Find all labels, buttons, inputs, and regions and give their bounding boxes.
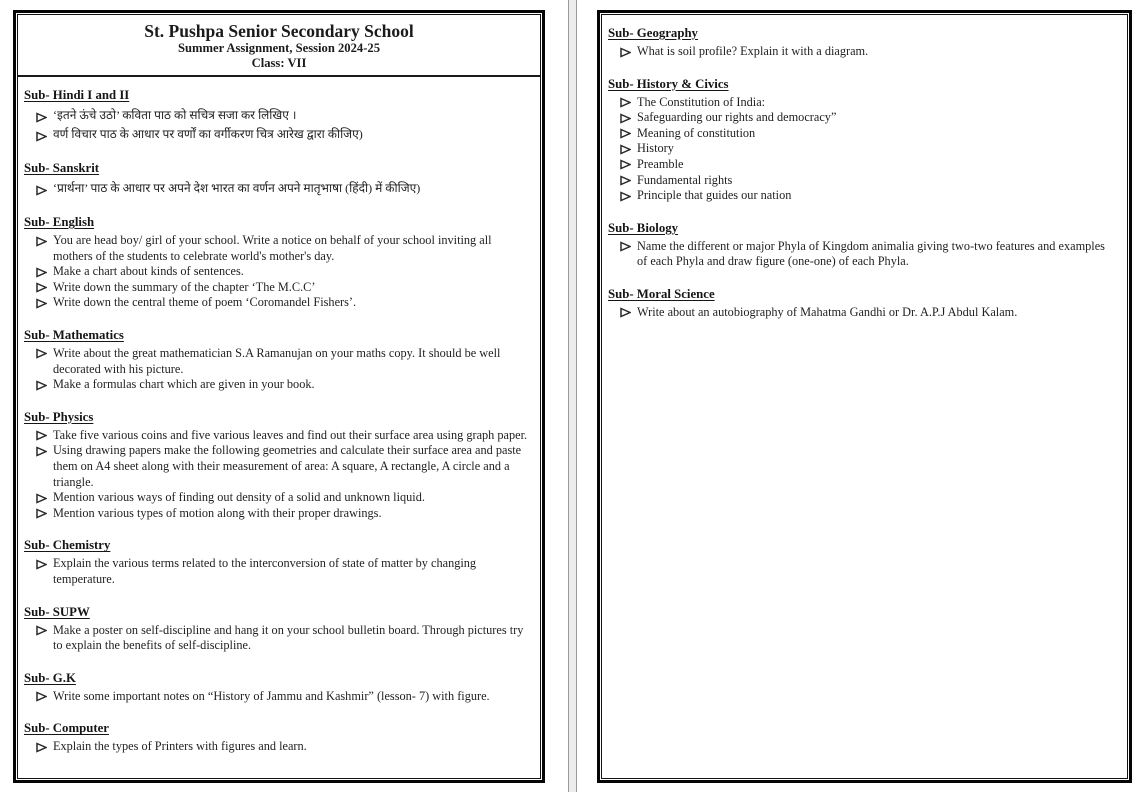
section-heading-text: Sub- Physics bbox=[24, 409, 94, 424]
assignment-subtitle: Summer Assignment, Session 2024-25 bbox=[178, 41, 380, 55]
arrowhead-bullet-icon bbox=[620, 47, 631, 58]
assignment-section bbox=[24, 720, 533, 755]
assignment-section bbox=[24, 409, 533, 522]
arrowhead-bullet-icon bbox=[620, 307, 631, 318]
document-page-left bbox=[13, 10, 545, 783]
arrowhead-bullet-icon bbox=[620, 241, 631, 252]
assignment-item-text: Mention various types of motion along with their proper drawings. bbox=[53, 505, 382, 520]
section-items bbox=[608, 95, 1120, 204]
assignment-item bbox=[24, 506, 530, 522]
section-heading-text: Sub- Sanskrit bbox=[24, 161, 100, 175]
assignment-item bbox=[608, 95, 1114, 111]
assignment-item bbox=[608, 44, 1114, 60]
section-heading bbox=[24, 604, 533, 620]
section-heading-text: Sub- SUPW bbox=[24, 604, 90, 619]
arrowhead-bullet-icon bbox=[620, 97, 631, 108]
section-heading-text: Sub- Moral Science bbox=[608, 286, 715, 301]
arrowhead-bullet-icon bbox=[36, 348, 47, 359]
section-items bbox=[24, 739, 533, 755]
page-content bbox=[18, 77, 540, 755]
assignment-item-text: Meaning of constitution bbox=[637, 125, 756, 140]
section-heading-text: Sub- English bbox=[24, 215, 95, 229]
section-heading bbox=[24, 160, 533, 176]
assignment-section bbox=[608, 76, 1120, 204]
arrowhead-bullet-icon bbox=[36, 267, 47, 278]
assignment-item-text: Make a formulas chart which are given in your book. bbox=[53, 377, 315, 392]
assignment-item-text: वर्ण विचार पाठ के आधार पर वर्णों का वर्गीकरण चित्र आरेख द्वारा कीजिए) bbox=[53, 127, 363, 141]
assignment-item bbox=[608, 126, 1114, 142]
document-page-right bbox=[597, 10, 1132, 783]
assignment-section bbox=[608, 286, 1120, 321]
arrowhead-bullet-icon bbox=[36, 298, 47, 309]
page-gap-divider bbox=[568, 0, 577, 792]
arrowhead-bullet-icon bbox=[36, 742, 47, 753]
assignment-item bbox=[24, 295, 530, 311]
section-heading bbox=[608, 25, 1120, 41]
section-heading bbox=[608, 286, 1120, 302]
assignment-item-text: Principle that guides our nation bbox=[637, 188, 792, 203]
assignment-section bbox=[608, 220, 1120, 270]
assignment-item bbox=[24, 623, 530, 654]
assignment-item bbox=[24, 179, 530, 198]
assignment-item-text: Make a chart about kinds of sentences. bbox=[53, 264, 244, 279]
section-heading-text: Sub- Geography bbox=[608, 26, 698, 40]
section-heading-text: Sub- Hindi I and II bbox=[24, 88, 130, 102]
section-heading-text: Sub- Biology bbox=[608, 220, 679, 235]
arrowhead-bullet-icon bbox=[620, 175, 631, 186]
arrowhead-bullet-icon bbox=[36, 282, 47, 293]
arrowhead-bullet-icon bbox=[36, 508, 47, 519]
arrowhead-bullet-icon bbox=[36, 380, 47, 391]
arrowhead-bullet-icon bbox=[36, 559, 47, 570]
assignment-item-text: What is soil profile? Explain it with a diagram. bbox=[637, 44, 869, 58]
assignment-item-text: Explain the types of Printers with figures and learn. bbox=[53, 739, 307, 754]
assignment-item-text: Preamble bbox=[637, 156, 684, 171]
assignment-item bbox=[608, 188, 1114, 204]
assignment-item bbox=[608, 110, 1114, 126]
assignment-section bbox=[24, 327, 533, 393]
assignment-item bbox=[24, 125, 530, 144]
assignment-item-text: Write about an autobiography of Mahatma Gandhi or Dr. A.P.J Abdul Kalam. bbox=[637, 304, 1018, 319]
assignment-item bbox=[608, 305, 1114, 321]
assignment-item bbox=[608, 173, 1114, 189]
assignment-item-text: ‘इतने ऊंचे उठो’ कविता पाठ को सचित्र सजा कर लिखिए । bbox=[53, 108, 297, 122]
arrowhead-bullet-icon bbox=[620, 159, 631, 170]
assignment-item-text: Explain the various terms related to the interconversion of state of matter by changing temperature. bbox=[53, 556, 477, 586]
assignment-item bbox=[24, 280, 530, 296]
section-heading bbox=[24, 720, 533, 736]
assignment-item-text: Make a poster on self-discipline and hang it on your school bulletin board. Through pictures try to explain the benefits of self-discipline. bbox=[53, 622, 524, 653]
assignment-item bbox=[24, 428, 530, 444]
arrowhead-bullet-icon bbox=[36, 446, 47, 457]
assignment-item bbox=[24, 490, 530, 506]
assignment-item-text: Mention various ways of finding out density of a solid and unknown liquid. bbox=[53, 490, 425, 505]
section-items bbox=[24, 179, 533, 198]
assignment-section bbox=[24, 537, 533, 587]
page-inner-border bbox=[17, 14, 541, 779]
assignment-section bbox=[24, 604, 533, 654]
assignment-item bbox=[24, 264, 530, 280]
assignment-item bbox=[608, 239, 1114, 270]
section-items bbox=[608, 305, 1120, 321]
section-heading bbox=[24, 670, 533, 686]
section-heading-text: Sub- G.K bbox=[24, 670, 76, 685]
assignment-item-text: Fundamental rights bbox=[637, 172, 733, 187]
arrowhead-bullet-icon bbox=[36, 129, 47, 140]
arrowhead-bullet-icon bbox=[620, 144, 631, 155]
assignment-item-text: You are head boy/ girl of your school. Write a notice on behalf of your school inviting all mothers of the students to celebrate world's mother's day. bbox=[53, 233, 492, 263]
section-items bbox=[608, 239, 1120, 270]
section-heading bbox=[24, 87, 533, 103]
assignment-item bbox=[608, 141, 1114, 157]
arrowhead-bullet-icon bbox=[36, 691, 47, 702]
arrowhead-bullet-icon bbox=[620, 113, 631, 124]
arrowhead-bullet-icon bbox=[36, 430, 47, 441]
section-heading-text: Sub- Chemistry bbox=[24, 538, 111, 553]
arrowhead-bullet-icon bbox=[36, 183, 47, 194]
section-items bbox=[24, 106, 533, 144]
assignment-item bbox=[24, 443, 530, 490]
assignment-item bbox=[24, 377, 530, 393]
page-content bbox=[602, 15, 1127, 321]
section-items bbox=[24, 233, 533, 311]
assignment-item bbox=[24, 233, 530, 264]
section-heading bbox=[608, 220, 1120, 236]
class-label: Class: VII bbox=[251, 56, 307, 70]
arrowhead-bullet-icon bbox=[36, 110, 47, 121]
assignment-item bbox=[24, 346, 530, 377]
assignment-item bbox=[24, 689, 530, 705]
arrowhead-bullet-icon bbox=[620, 191, 631, 202]
assignment-section bbox=[24, 670, 533, 705]
section-items bbox=[24, 689, 533, 705]
assignment-section bbox=[608, 25, 1120, 60]
assignment-item-text: Write about the great mathematician S.A Ramanujan on your maths copy. It should be well decorated with his picture. bbox=[53, 345, 501, 376]
section-items bbox=[24, 346, 533, 393]
assignment-header bbox=[18, 15, 540, 77]
assignment-section bbox=[24, 160, 533, 198]
section-items bbox=[24, 428, 533, 522]
section-heading bbox=[24, 409, 533, 425]
assignment-item-text: Safeguarding our rights and democracy” bbox=[637, 110, 837, 125]
assignment-item-text: Take five various coins and five various leaves and find out their surface area using graph paper. bbox=[53, 427, 528, 442]
section-items bbox=[24, 556, 533, 587]
assignment-item-text: History bbox=[637, 141, 674, 156]
section-items bbox=[608, 44, 1120, 60]
school-name-title: St. Pushpa Senior Secondary School bbox=[144, 21, 414, 41]
arrowhead-bullet-icon bbox=[36, 625, 47, 636]
section-heading bbox=[24, 327, 533, 343]
assignment-item bbox=[608, 157, 1114, 173]
assignment-item bbox=[24, 739, 530, 755]
section-heading bbox=[24, 214, 533, 230]
assignment-item-text: The Constitution of India: bbox=[637, 94, 766, 109]
assignment-section bbox=[24, 214, 533, 311]
arrowhead-bullet-icon bbox=[620, 128, 631, 139]
assignment-item-text: Write down the summary of the chapter ‘The M.C.C’ bbox=[53, 279, 316, 294]
assignment-item-text: Write down the central theme of poem ‘Coromandel Fishers’. bbox=[53, 295, 357, 310]
page-inner-border bbox=[601, 14, 1128, 779]
section-items bbox=[24, 623, 533, 654]
assignment-item-text: Using drawing papers make the following geometries and calculate their surface area and paste them on A4 sheet along with their measurement of area: A square, A rectangle, A circle and a triangle. bbox=[53, 443, 522, 489]
section-heading-text: Sub- History & Civics bbox=[608, 76, 729, 91]
assignment-item-text: Write some important notes on “History of Jammu and Kashmir” (lesson- 7) with figure. bbox=[53, 688, 490, 703]
section-heading bbox=[608, 76, 1120, 92]
section-heading-text: Sub- Computer bbox=[24, 721, 109, 736]
assignment-item-text: Name the different or major Phyla of Kingdom animalia giving two-two features and examples of each Phyla and draw figure (one-one) of each Phyla. bbox=[637, 238, 1105, 269]
section-heading bbox=[24, 537, 533, 553]
assignment-item bbox=[24, 556, 530, 587]
arrowhead-bullet-icon bbox=[36, 236, 47, 247]
section-heading-text: Sub- Mathematics bbox=[24, 327, 124, 342]
assignment-item bbox=[24, 106, 530, 125]
arrowhead-bullet-icon bbox=[36, 493, 47, 504]
assignment-section bbox=[24, 87, 533, 144]
assignment-item-text: ‘प्रार्थना’ पाठ के आधार पर अपने देश भारत का वर्णन अपने मातृभाषा (हिंदी) में कीजिए) bbox=[53, 181, 421, 195]
